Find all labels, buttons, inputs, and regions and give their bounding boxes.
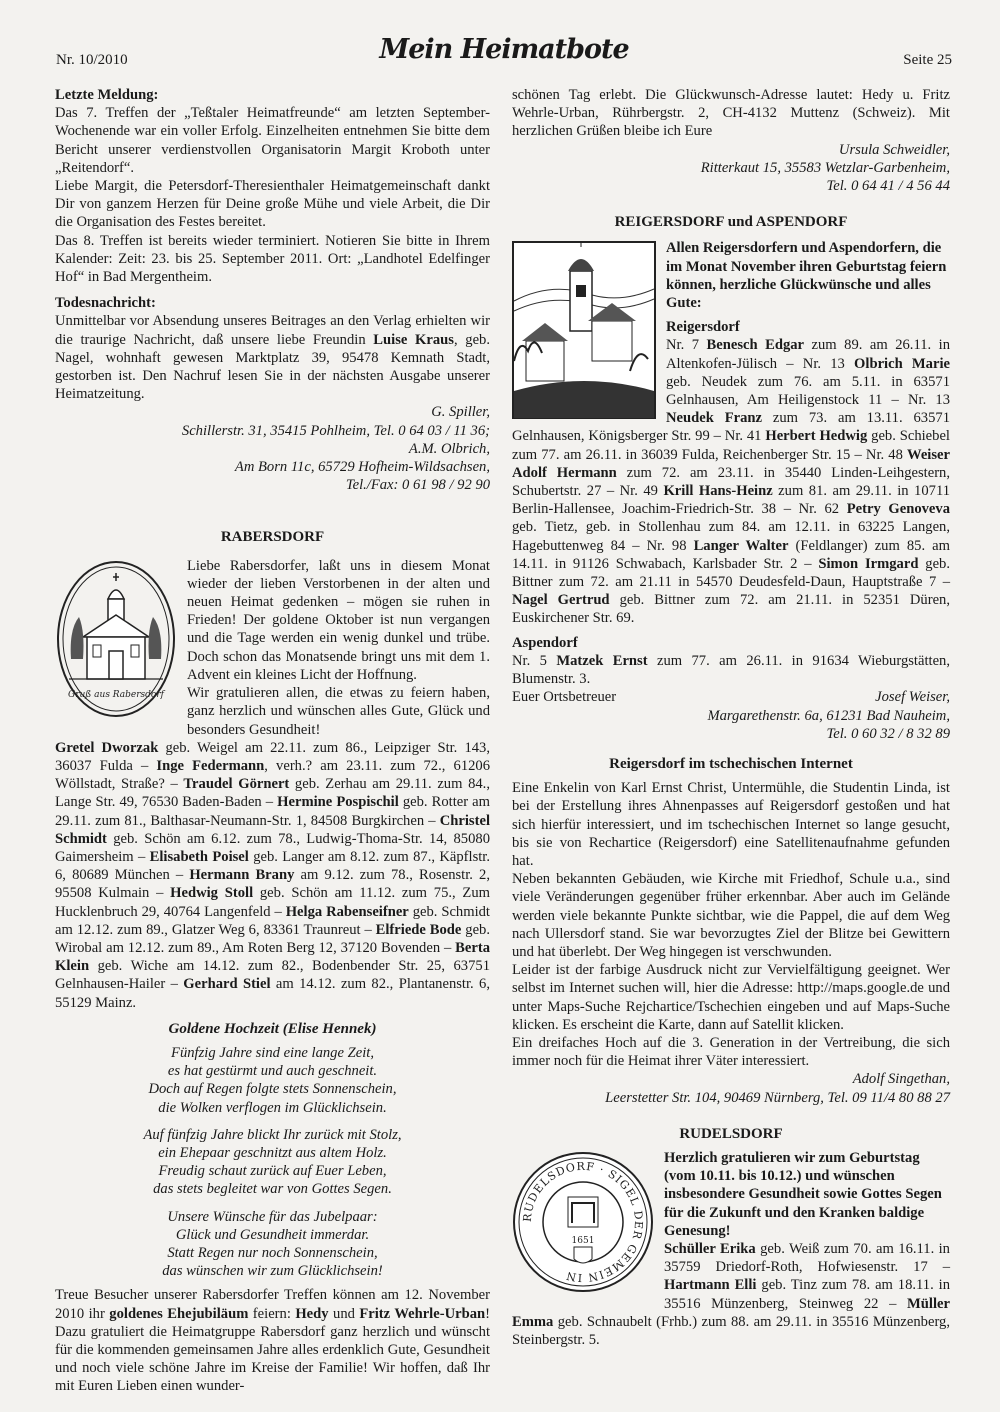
reigersdorf-village-illustration	[512, 241, 656, 419]
poem-line: die Wolken verflogen im Glücklichsein.	[158, 1099, 387, 1116]
person-name: Neudek Franz	[666, 410, 762, 427]
signature-name: Ursula Schweidler,	[838, 141, 950, 158]
meldung-paragraph: Das 7. Treffen der „Teßtaler Heimatfreunde“ am letzten September-Wochenende war ein voller Erfolg. Einzelheiten entnehmen Sie bitte dem Bericht unserer verdienstvollen Organisatorin Margit Kroboth unter „Reitendorf“.	[55, 105, 490, 176]
rabersdorf-intro-text: Wir gratulieren allen, die etwas zu feiern haben, ganz herzlich und wünschen alles Gute, Glück und besonders Gesundheit!	[187, 685, 490, 738]
todesnachricht-heading: Todesnachricht:	[55, 295, 156, 312]
meldung-paragraph: Das 8. Treffen ist bereits wieder terminiert. Notieren Sie bitte in Ihrem Kalender: Zeit: 23. bis 25. September 2011. Ort: „Landhotel Edelfinger Hof“ in Bad Mergentheim.	[55, 232, 490, 286]
poem-line: das stets begleitet war von Gottes Segen.	[153, 1181, 392, 1198]
internet-paragraph: Leider ist der farbige Ausdruck nicht zur Vervielfältigung geeignet. Wer selbst im Internet suchen will, hier die Adresse: http://maps.google.de und unter Maps-Suche Rejchartice/Tschechien eingeben und auf Maps-Suche klicken. Es erscheint die Karte, dann auf Satellit klicken.	[512, 962, 950, 1033]
person-name: Langer Walter	[693, 537, 789, 554]
entry-text: am 14.12. zum 82., Plantanenstr. 6, 55129 Mainz.	[55, 976, 490, 1011]
person-name: Krill Hans-Heinz	[663, 483, 773, 500]
entry-text: geb. Tinz zum 78. am 18.11. in 35516 Münzenberg, Steinweg 22 –	[664, 1277, 951, 1312]
poem-title: Goldene Hochzeit (Elise Hennek)	[168, 1020, 377, 1037]
entry-text: geb. Schnaubelt (Frhb.) zum 88. am 29.11. in 35516 Münzenberg, Steinbergstr. 5.	[512, 1313, 950, 1348]
signature-name: Adolf Singethan,	[852, 1071, 950, 1088]
entry-text: geb. Schön am 6.12. zum 78., Ludwig-Thoma-Str. 14, 85080 Gaimersheim –	[55, 830, 490, 865]
entry-text: zum 72. am 23.11. in 35440 Linden-Leihgestern, Schubertstr. 27 – Nr. 49	[512, 464, 950, 500]
poem-line: Doch auf Regen folgte stets Sonnenschein,	[148, 1081, 397, 1098]
person-name: Simon Irmgard	[818, 555, 919, 572]
rabersdorf-intro	[55, 557, 490, 739]
entry-text: geb. Rotter am 29.11. zum 81., Balthasar-Neumann-Str. 1, 84508 Burgkirchen –	[55, 794, 490, 829]
rudelsdorf-seal-year: 1651	[571, 1235, 595, 1246]
person-name: Hermann Brany	[189, 867, 295, 884]
person-name: Elfriede Bode	[375, 921, 462, 938]
entry-text: Nr. 7	[666, 337, 707, 354]
signature-name: Josef Weiser,	[875, 689, 950, 706]
issue-number: Nr. 10/2010	[56, 52, 128, 68]
person-name: Traudel Görnert	[183, 776, 290, 793]
entry-text: zum 89. am 26.11. in Altenkofen-Jülisch – Nr. 13	[666, 337, 950, 372]
subheading-reigersdorf: Reigersdorf	[666, 319, 740, 336]
person-name: Hedwig Stoll	[170, 885, 254, 902]
reigersdorf-intro: Allen Reigersdorfern und Aspendorfern, die im Monat November ihren Geburtstag feiern können, herzliche Glückwünsche und alles Gute:	[666, 240, 947, 312]
signature-name: A.M. Olbrich,	[408, 440, 490, 457]
continued-text: schönen Tag erlebt. Die Glückwunsch-Adresse lautet: Hedy u. Fritz Wehrle-Urban, Rührbergstr. 2, CH-4132 Muttenz (Schweiz). Mit herzlichen Grüßen bleibe ich Eure	[512, 87, 950, 140]
page-number: Seite 25	[903, 52, 952, 68]
person-name: Müller Emma	[512, 1295, 950, 1330]
person-name: Hartmann Elli	[664, 1277, 757, 1294]
poem-line: Auf fünfzig Jahre blickt Ihr zurück mit Stolz,	[143, 1126, 402, 1143]
entry-text: geb. Schmidt am 12.12. zum 89., Glatzer Weg 6, 83361 Traunreut –	[55, 903, 490, 938]
poem-line: Freudig schaut zurück auf Euer Leben,	[158, 1163, 387, 1180]
person-name: Benesch Edgar	[706, 337, 805, 354]
meldung-paragraph: Liebe Margit, die Petersdorf-Theresienthaler Heimatgemeinschaft dankt Dir von ganzem Herzen für Deine große Mühe und viele Arbeit, die Dir die Organisation des Festes bereitet.	[55, 178, 490, 231]
meldung-heading: Letzte Meldung:	[55, 87, 159, 103]
entry-text: geb. Weigel am 22.11. zum 86., Leipziger Str. 143, 36037 Fulda –	[55, 739, 490, 774]
person-name: Herbert Hedwig	[765, 428, 868, 445]
signature-line	[512, 688, 950, 706]
poem-line: es hat gestürmt und auch geschneit.	[167, 1063, 378, 1080]
rudelsdorf-seal-illustration	[512, 1151, 654, 1293]
rabersdorf-birthday-list	[55, 739, 490, 1012]
person-name: Helga Rabenseifner	[285, 903, 409, 920]
rudelsdorf-intro: Herzlich gratulieren wir zum Geburtstag (vom 10.11. bis 10.12.) und wünschen insbesondere Gesundheit sowie Gottes Segen für die Zukunft und den Kranken baldige Genesung!	[664, 1149, 942, 1239]
subheading-aspendorf: Aspendorf	[512, 634, 578, 651]
entry-text: geb. Bittner zum 72. am 21.11 in 54570 Deudesfeld-Daun, Hauptstraße 7 –	[512, 555, 950, 591]
poem-line: Statt Regen nur noch Sonnenschein,	[167, 1244, 378, 1261]
signature-phone: Tel./Fax: 0 61 98 / 92 90	[345, 477, 490, 494]
person-name: Gretel Dworzak	[55, 739, 159, 756]
rudelsdorf-seal-lettering: RUDELSDORF · SIGEL DER GEMEIN IN	[520, 1159, 646, 1285]
rabersdorf-intro-text: Liebe Rabersdorfer, laßt uns in diesem Monat wieder der lieben Verstorbenen in der alten und neuen Heimat gedenken – mögen sie ruhen in Frieden! Der goldene Oktober ist nun vergangen und die Tage werden ein wenig dunkel und trübe. Doch schon das Monatsende bringt uns mit dem 1. Advent ein kleines Licht der Hoffnung.	[187, 557, 490, 683]
entry-text: geb. Schön am 11.12. zum 75., Zum Hucklenbruch 29, 40764 Langenfeld –	[55, 885, 490, 920]
poem-line: ein Ehepaar geschnitzt aus altem Holz.	[158, 1144, 387, 1161]
person-name: Inge Federmann	[156, 757, 265, 774]
poem-line: das wünschen wir zum Glücklichsein!	[162, 1263, 383, 1280]
rabersdorf-seal-lettering: Gruß aus Rabersdorf	[68, 689, 164, 700]
person-name: Gerhard Stiel	[183, 976, 271, 993]
internet-paragraph: Eine Enkelin von Karl Ernst Christ, Untermühle, die Studentin Linda, ist bei der Erstellung ihres Ahnenpasses auf Reigersdorf gestoßen und hat sich hierfür interessiert, und im tschechischen Internet so lange gesucht, bis sie von Rechartice (Reigersdorf) eine Satellitenaufnahme gefunden hat.	[512, 780, 950, 869]
entry-text: geb. Schiebel zum 77. am 26.11. in 36039 Fulda, Reichenberger Str. 15 – Nr. 48	[512, 428, 950, 463]
internet-paragraph: Neben bekannten Gebäuden, wie Kirche mit Friedhof, Schule u.a., sind viele Veränderungen gegenüber früher erkennbar. Aber auch im Gelände werden viele bekannte Punkte sichtbar, wie die Pappel, die auf dem Weg nach Ullersdorf stand. Sie war bevorzugtes Ziel der Blitze bei Gewittern und hat überlebt. Der Weg hingegen ist verschwunden.	[512, 871, 950, 960]
entry-text: zum 73. am 13.11. 63571 Gelnhausen, Königsberger Str. 99 – Nr. 41	[512, 410, 950, 445]
aspendorf-entry: Nr. 5 Matzek Ernst zum 77. am 26.11. in 91634 Wieburgstätten, Blumenstr. 3.	[512, 652, 950, 688]
poem-line: Glück und Gesundheit immerdar.	[175, 1226, 370, 1243]
entry-text: zum 81. am 29.11. in 10711 Berlin-Hallensee, Joachim-Friedrich-Str. 38 – Nr. 62	[512, 483, 951, 518]
reigersdorf-block	[512, 239, 950, 627]
person-name: Petry Genoveva	[846, 501, 950, 518]
person-name: Christel Schmidt	[55, 812, 490, 847]
right-column	[512, 86, 950, 1349]
entry-text: geb. Wiche am 14.12. zum 82., Bodenbender Str. 25, 63751 Gelnhausen-Hailer –	[55, 958, 490, 993]
entry-text: geb. Zerhau am 29.11. zum 84., Lange Str. 49, 76530 Baden-Baden –	[55, 776, 490, 811]
section-heading-rudelsdorf: RUDELSDORF	[679, 1125, 783, 1142]
left-column	[55, 86, 490, 1396]
signature-phone: Tel. 0 64 41 / 4 56 44	[826, 178, 950, 195]
person-name: Weiser Adolf Hermann	[512, 446, 950, 481]
internet-paragraph: Ein dreifaches Hoch auf die 3. Generation in der Vertreibung, die sich immer noch für die Heimat ihrer Väter interessiert.	[512, 1034, 950, 1070]
signature-address: Ritterkaut 15, 35583 Wetzlar-Garbenheim,	[700, 159, 950, 176]
person-name: Olbrich Marie	[854, 355, 950, 372]
jubilee-paragraph: Treue Besucher unserer Rabersdorfer Treffen können am 12. November 2010 ihr goldenes Ehejubiläum feiern: Hedy und Fritz Wehrle-Urban! Dazu gratuliert die Heimatgruppe Rabersdorf ganz herzlich und wünscht für die kommenden gemeinsamen Jahre alles erdenklich Gute, Gesundheit und noch viele schöne Jahre im Kreise der Familie! Wir hoffen, daß Ihr mit Euren Lieben einen wunder-	[55, 1287, 490, 1395]
poem-line: Fünfzig Jahre sind eine lange Zeit,	[171, 1044, 374, 1061]
entry-text: geb. Tietz, geb. in Stollenhau zum 84. am 12.11. in 63225 Langen, Hagebuttenweg 84 – Nr. 98	[512, 519, 950, 554]
entry-text: geb. Bittner zum 72. am 21.11. in 52351 Düren, Euskirchener Str. 69.	[512, 592, 950, 627]
page-header	[56, 34, 952, 74]
deceased-name: Luise Kraus	[373, 331, 454, 348]
rudelsdorf-block	[512, 1149, 950, 1349]
entry-text: geb. Neudek zum 76. am 5.11. in 63571 Gelnhausen, Am Heiligenstock 11 – Nr. 13	[666, 373, 950, 409]
entry-text: geb. Weiß zum 70. am 16.11. in 35759 Driedorf-Roth, Hofwiesenstr. 17 –	[664, 1240, 950, 1276]
entry-text: geb. Langer am 8.12. zum 87., Käpflstr. 6, 80689 München –	[55, 848, 491, 884]
person-name: Schüller Erika	[664, 1240, 756, 1257]
entry-text: geb. Wirobal am 12.12. zum 89., Am Roten Berg 12, 37120 Bovenden –	[55, 921, 491, 956]
entry-text: , verh.? am 23.11. zum 72., 61206 Wöllstadt, Straße? –	[55, 757, 491, 793]
rabersdorf-church-illustration	[55, 559, 177, 719]
entry-text: (Feldlanger) zum 85. am 14.11. in 91126 Schwabach, Karlsbader Str. 2 –	[512, 537, 950, 572]
person-name: Elisabeth Poisel	[149, 848, 249, 865]
section-heading-rabersdorf: RABERSDORF	[220, 529, 325, 546]
signature-phone: Tel. 0 60 32 / 8 32 89	[826, 725, 950, 742]
person-name: Nagel Gertrud	[512, 592, 610, 609]
signature-address: Leerstetter Str. 104, 90469 Nürnberg, Tel. 09 11/4 80 88 27	[605, 1089, 950, 1106]
section-heading-internet: Reigersdorf im tschechischen Internet	[609, 755, 853, 772]
section-heading-reigersdorf: REIGERSDORF und ASPENDORF	[614, 214, 848, 231]
poem	[55, 1044, 490, 1280]
signature-salutation: Euer Ortsbetreuer	[512, 689, 617, 706]
person-name: Berta Klein	[55, 939, 490, 975]
signature-address: Am Born 11c, 65729 Hofheim-Wildsachsen,	[234, 459, 490, 476]
signature-address: Margarethenstr. 6a, 61231 Bad Nauheim,	[707, 707, 950, 724]
signature-address: Schillerstr. 31, 35415 Pohlheim, Tel. 0 64 03 / 11 36;	[181, 422, 490, 439]
entry-text: am 9.12. zum 78., Rosenstr. 2, 95508 Kulmain –	[55, 867, 490, 902]
masthead-logo: Mein Heimatbote	[379, 34, 629, 65]
todesnachricht-text: Unmittelbar vor Absendung unseres Beitrages an den Verlag erhielten wir die traurige Nachricht, daß unsere liebe Freundin Luise Kraus, geb. Nagel, wohnhaft gewesen Marktplatz 39, 95478 Kemnath Stadt, gestorben ist. Den Nachruf lesen Sie in der nächsten Ausgabe unserer Heimatzeitung.	[55, 313, 490, 403]
signature-name: G. Spiller,	[431, 404, 490, 421]
person-name: Hermine Pospischil	[277, 794, 399, 811]
poem-line: Unsere Wünsche für das Jubelpaar:	[167, 1208, 378, 1225]
